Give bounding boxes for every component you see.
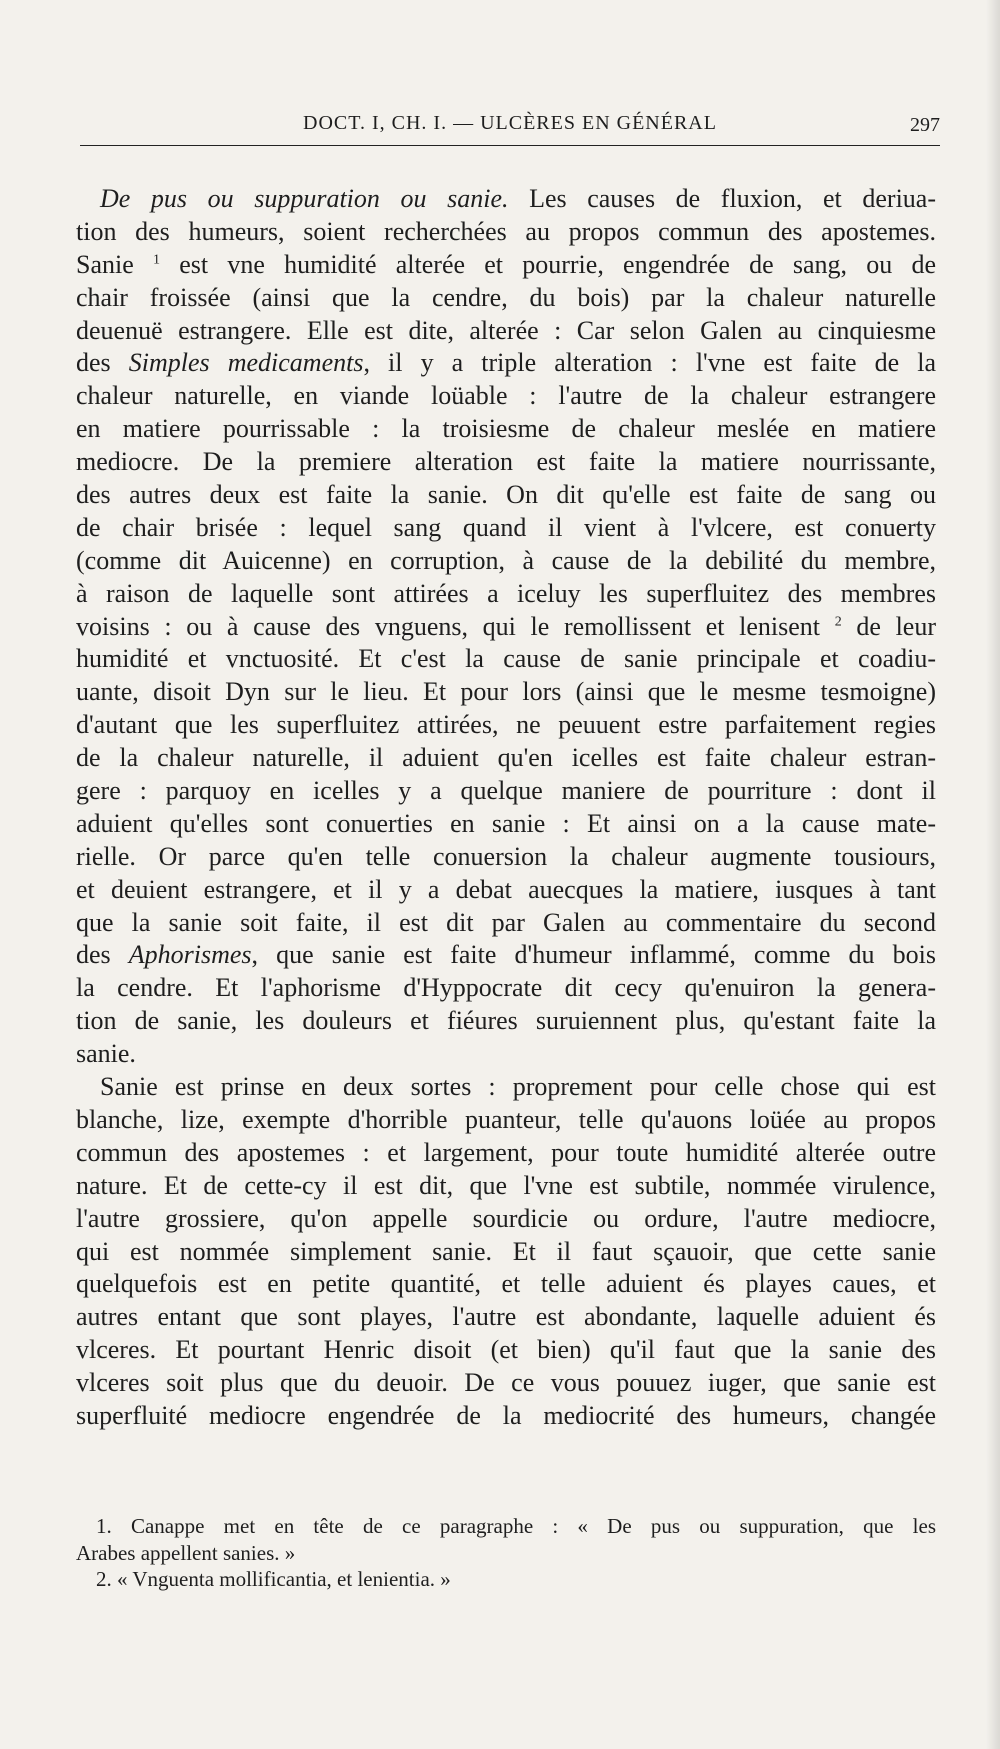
text-line	[76, 347, 936, 380]
text-line: l'autre grossiere, qu'on appelle sourdicie ou ordure, l'autre mediocre,	[76, 1203, 936, 1233]
text-line: uante, disoit Dyn sur le lieu. Et pour lors (ainsi que le mesme tesmoigne)	[76, 677, 936, 707]
text-line: tion de sanie, les douleurs et fiéures suruiennent plus, qu'estant faite la	[76, 1006, 936, 1036]
text-line: tion des humeurs, soient recherchées au propos commun des apostemes.	[76, 216, 936, 246]
footnote-line: Arabes appellent sanies. »	[76, 1540, 296, 1565]
text-line: qui est nommée simplement sanie. Et il faut sçauoir, que cette sanie	[76, 1236, 936, 1266]
text-run: , que sanie est faite d'humeur inflammé, comme du bois	[251, 940, 936, 970]
text-run: est vne humidité alterée et pourrie, engendrée de sang, ou de	[160, 249, 937, 279]
text-line	[76, 183, 936, 216]
text-line: en matiere pourrissable : la troisiesme de chaleur meslée en matiere	[76, 414, 936, 444]
paragraph-1	[76, 183, 936, 1071]
footnote-1	[76, 1513, 936, 1566]
text-line: que la sanie soit faite, il est dit par Galen au commentaire du second	[76, 907, 936, 937]
text-run: voisins : ou à cause des vnguens, qui le remollissent et lenisent	[76, 611, 835, 641]
text-line	[76, 249, 936, 282]
text-line: la cendre. Et l'aphorisme d'Hyppocrate dit cecy qu'enuiron la genera-	[76, 973, 936, 1003]
text-line: à raison de laquelle sont attirées a iceluy les superfluitez des membres	[76, 578, 936, 608]
text-run: des	[76, 348, 129, 378]
section-heading-italic: De pus ou suppuration ou sanie.	[100, 184, 509, 213]
text-line: sanie.	[76, 1039, 136, 1069]
text-line: humidité et vnctuosité. Et c'est la cause de sanie principale et coadiu-	[76, 644, 936, 674]
text-line: chaleur naturelle, en viande loüable : l'autre de la chaleur estrangere	[76, 381, 936, 411]
text-run: Sanie	[76, 249, 153, 279]
running-title: DOCT. I, CH. I. — ULCÈRES EN GÉNÉRAL	[303, 112, 717, 134]
text-line: commun des apostemes : et largement, pour toute humidité alterée outre	[76, 1137, 936, 1167]
paragraph-2	[76, 1071, 936, 1433]
text-line: d'autant que les superfluitez attirées, ne peuuent estre parfaitement regies	[76, 710, 936, 740]
text-line: et deuient estrangere, et il y a debat auecques la matiere, iusques à tant	[76, 874, 936, 904]
italic-title: Simples medicaments	[128, 348, 364, 378]
text-line: (comme dit Auicenne) en corruption, à cause de la debilité du membre,	[76, 545, 936, 575]
text-run: , il y a triple alteration : l'vne est faite de la	[363, 348, 936, 378]
footnotes	[76, 1513, 936, 1593]
text-line: chair froissée (ainsi que la cendre, du bois) par la chaleur naturelle	[76, 282, 936, 312]
text-run: Les causes de fluxion, et deriua-	[508, 184, 936, 213]
text-line: de la chaleur naturelle, il aduient qu'en icelles est faite chaleur estran-	[76, 743, 936, 773]
text-line: des autres deux est faite la sanie. On dit qu'elle est faite de sang ou	[76, 480, 936, 510]
text-line: vlceres soit plus que du deuoir. De ce vous pouuez iuger, que sanie est	[76, 1368, 936, 1398]
footnote-line: 1. Canappe met en tête de ce paragraphe : « De pus ou suppuration, que les	[96, 1514, 936, 1538]
running-head	[80, 112, 940, 142]
text-line: rielle. Or parce qu'en telle conuersion la chaleur augmente tousiours,	[76, 841, 936, 871]
text-line: blanche, lize, exempte d'horrible puanteur, telle qu'auons loüée au propos	[76, 1104, 936, 1134]
main-text	[76, 183, 936, 1433]
text-run: de leur	[841, 611, 936, 641]
text-run: des	[76, 940, 129, 970]
text-line: vlceres. Et pourtant Henric disoit (et bien) qu'il faut que la sanie des	[76, 1335, 936, 1365]
italic-title: Aphorismes	[128, 940, 252, 970]
text-line: nature. Et de cette-cy il est dit, que l'vne est subtile, nommée virulence,	[76, 1170, 936, 1200]
text-line	[76, 939, 936, 972]
header-rule	[80, 145, 940, 146]
text-line: mediocre. De la premiere alteration est faite la matiere nourrissante,	[76, 447, 936, 477]
text-line: autres entant que sont playes, l'autre est abondante, laquelle aduient és	[76, 1302, 936, 1332]
page-number: 297	[910, 114, 940, 136]
text-line: superfluité mediocre engendrée de la mediocrité des humeurs, changée	[76, 1400, 936, 1430]
footnote-line: 2. « Vnguenta mollificantia, et lenientia. »	[96, 1567, 451, 1591]
text-line: gere : parquoy en icelles y a quelque maniere de pourriture : dont il	[76, 776, 936, 806]
text-line: quelquefois est en petite quantité, et telle aduient és playes caues, et	[76, 1269, 936, 1299]
text-line: Sanie est prinse en deux sortes : proprement pour celle chose qui est	[100, 1072, 936, 1102]
text-line: de chair brisée : lequel sang quand il vient à l'vlcere, est conuerty	[76, 512, 936, 542]
footnote-marker-1: 1	[153, 252, 160, 268]
text-line: deuenuë estrangere. Elle est dite, alterée : Car selon Galen au cinquiesme	[76, 315, 936, 345]
page-edge-shadow	[986, 0, 1000, 1749]
footnote-marker-2: 2	[834, 613, 842, 629]
text-line: aduient qu'elles sont conuerties en sanie : Et ainsi on a la cause mate-	[76, 808, 936, 838]
text-line	[76, 611, 936, 644]
footnote-2	[76, 1566, 936, 1593]
